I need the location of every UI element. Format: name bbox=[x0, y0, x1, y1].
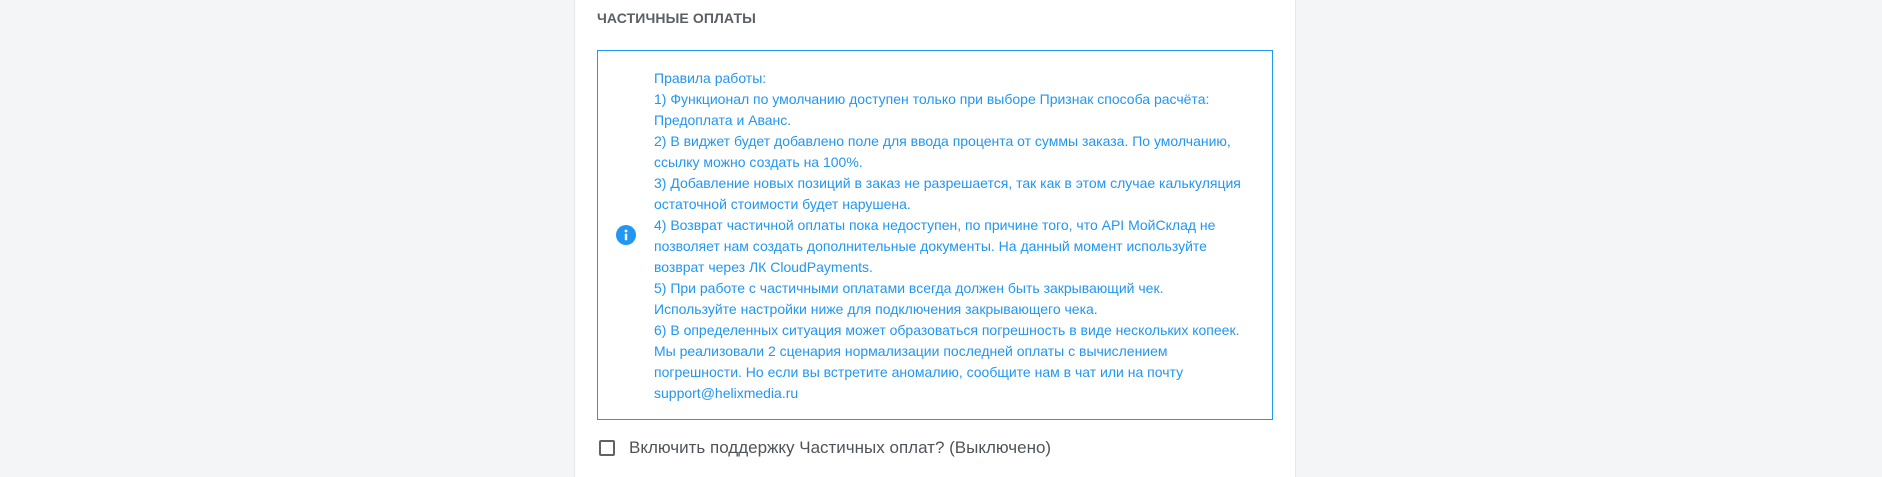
info-line: Мы реализовали 2 сценария нормализации последней оплаты с вычислением bbox=[654, 343, 1168, 359]
info-line: Правила работы: bbox=[654, 70, 767, 86]
info-icon bbox=[616, 225, 636, 245]
settings-panel bbox=[574, 0, 1296, 477]
checkbox-unchecked-icon[interactable] bbox=[599, 440, 615, 456]
info-line: 4) Возврат частичной оплаты пока недоступен, по причине того, что API МойСклад не bbox=[654, 217, 1216, 233]
info-line: ссылку можно создать на 100%. bbox=[654, 154, 863, 170]
info-line: 2) В виджет будет добавлено поле для ввода процента от суммы заказа. По умолчанию, bbox=[654, 133, 1231, 149]
info-line: возврат через ЛК CloudPayments. bbox=[654, 259, 873, 275]
info-text bbox=[654, 68, 1260, 404]
checkbox-label[interactable]: Включить поддержку Частичных оплат? (Выключено) bbox=[629, 438, 1052, 457]
info-alert bbox=[597, 50, 1273, 420]
info-line: Используйте настройки ниже для подключения закрывающего чека. bbox=[654, 301, 1098, 317]
partial-payments-toggle[interactable] bbox=[599, 436, 1051, 460]
info-line: погрешности. Но если вы встретите аномалию, сообщите нам в чат или на почту bbox=[654, 364, 1184, 380]
info-line: Предоплата и Аванс. bbox=[654, 112, 792, 128]
info-line: остаточной стоимости будет нарушена. bbox=[654, 196, 911, 212]
info-line: 1) Функционал по умолчанию доступен только при выборе Признак способа расчёта: bbox=[654, 91, 1210, 107]
info-line: 3) Добавление новых позиций в заказ не разрешается, так как в этом случае калькуляция bbox=[654, 175, 1241, 191]
info-line: 6) В определенных ситуация может образоваться погрешность в виде нескольких копеек. bbox=[654, 322, 1240, 338]
info-line: 5) При работе с частичными оплатами всегда должен быть закрывающий чек. bbox=[654, 280, 1164, 296]
support-email: support@helixmedia.ru bbox=[654, 385, 799, 401]
info-line: позволяет нам создать дополнительные документы. На данный момент используйте bbox=[654, 238, 1207, 254]
section-title: ЧАСТИЧНЫЕ ОПЛАТЫ bbox=[597, 10, 756, 26]
